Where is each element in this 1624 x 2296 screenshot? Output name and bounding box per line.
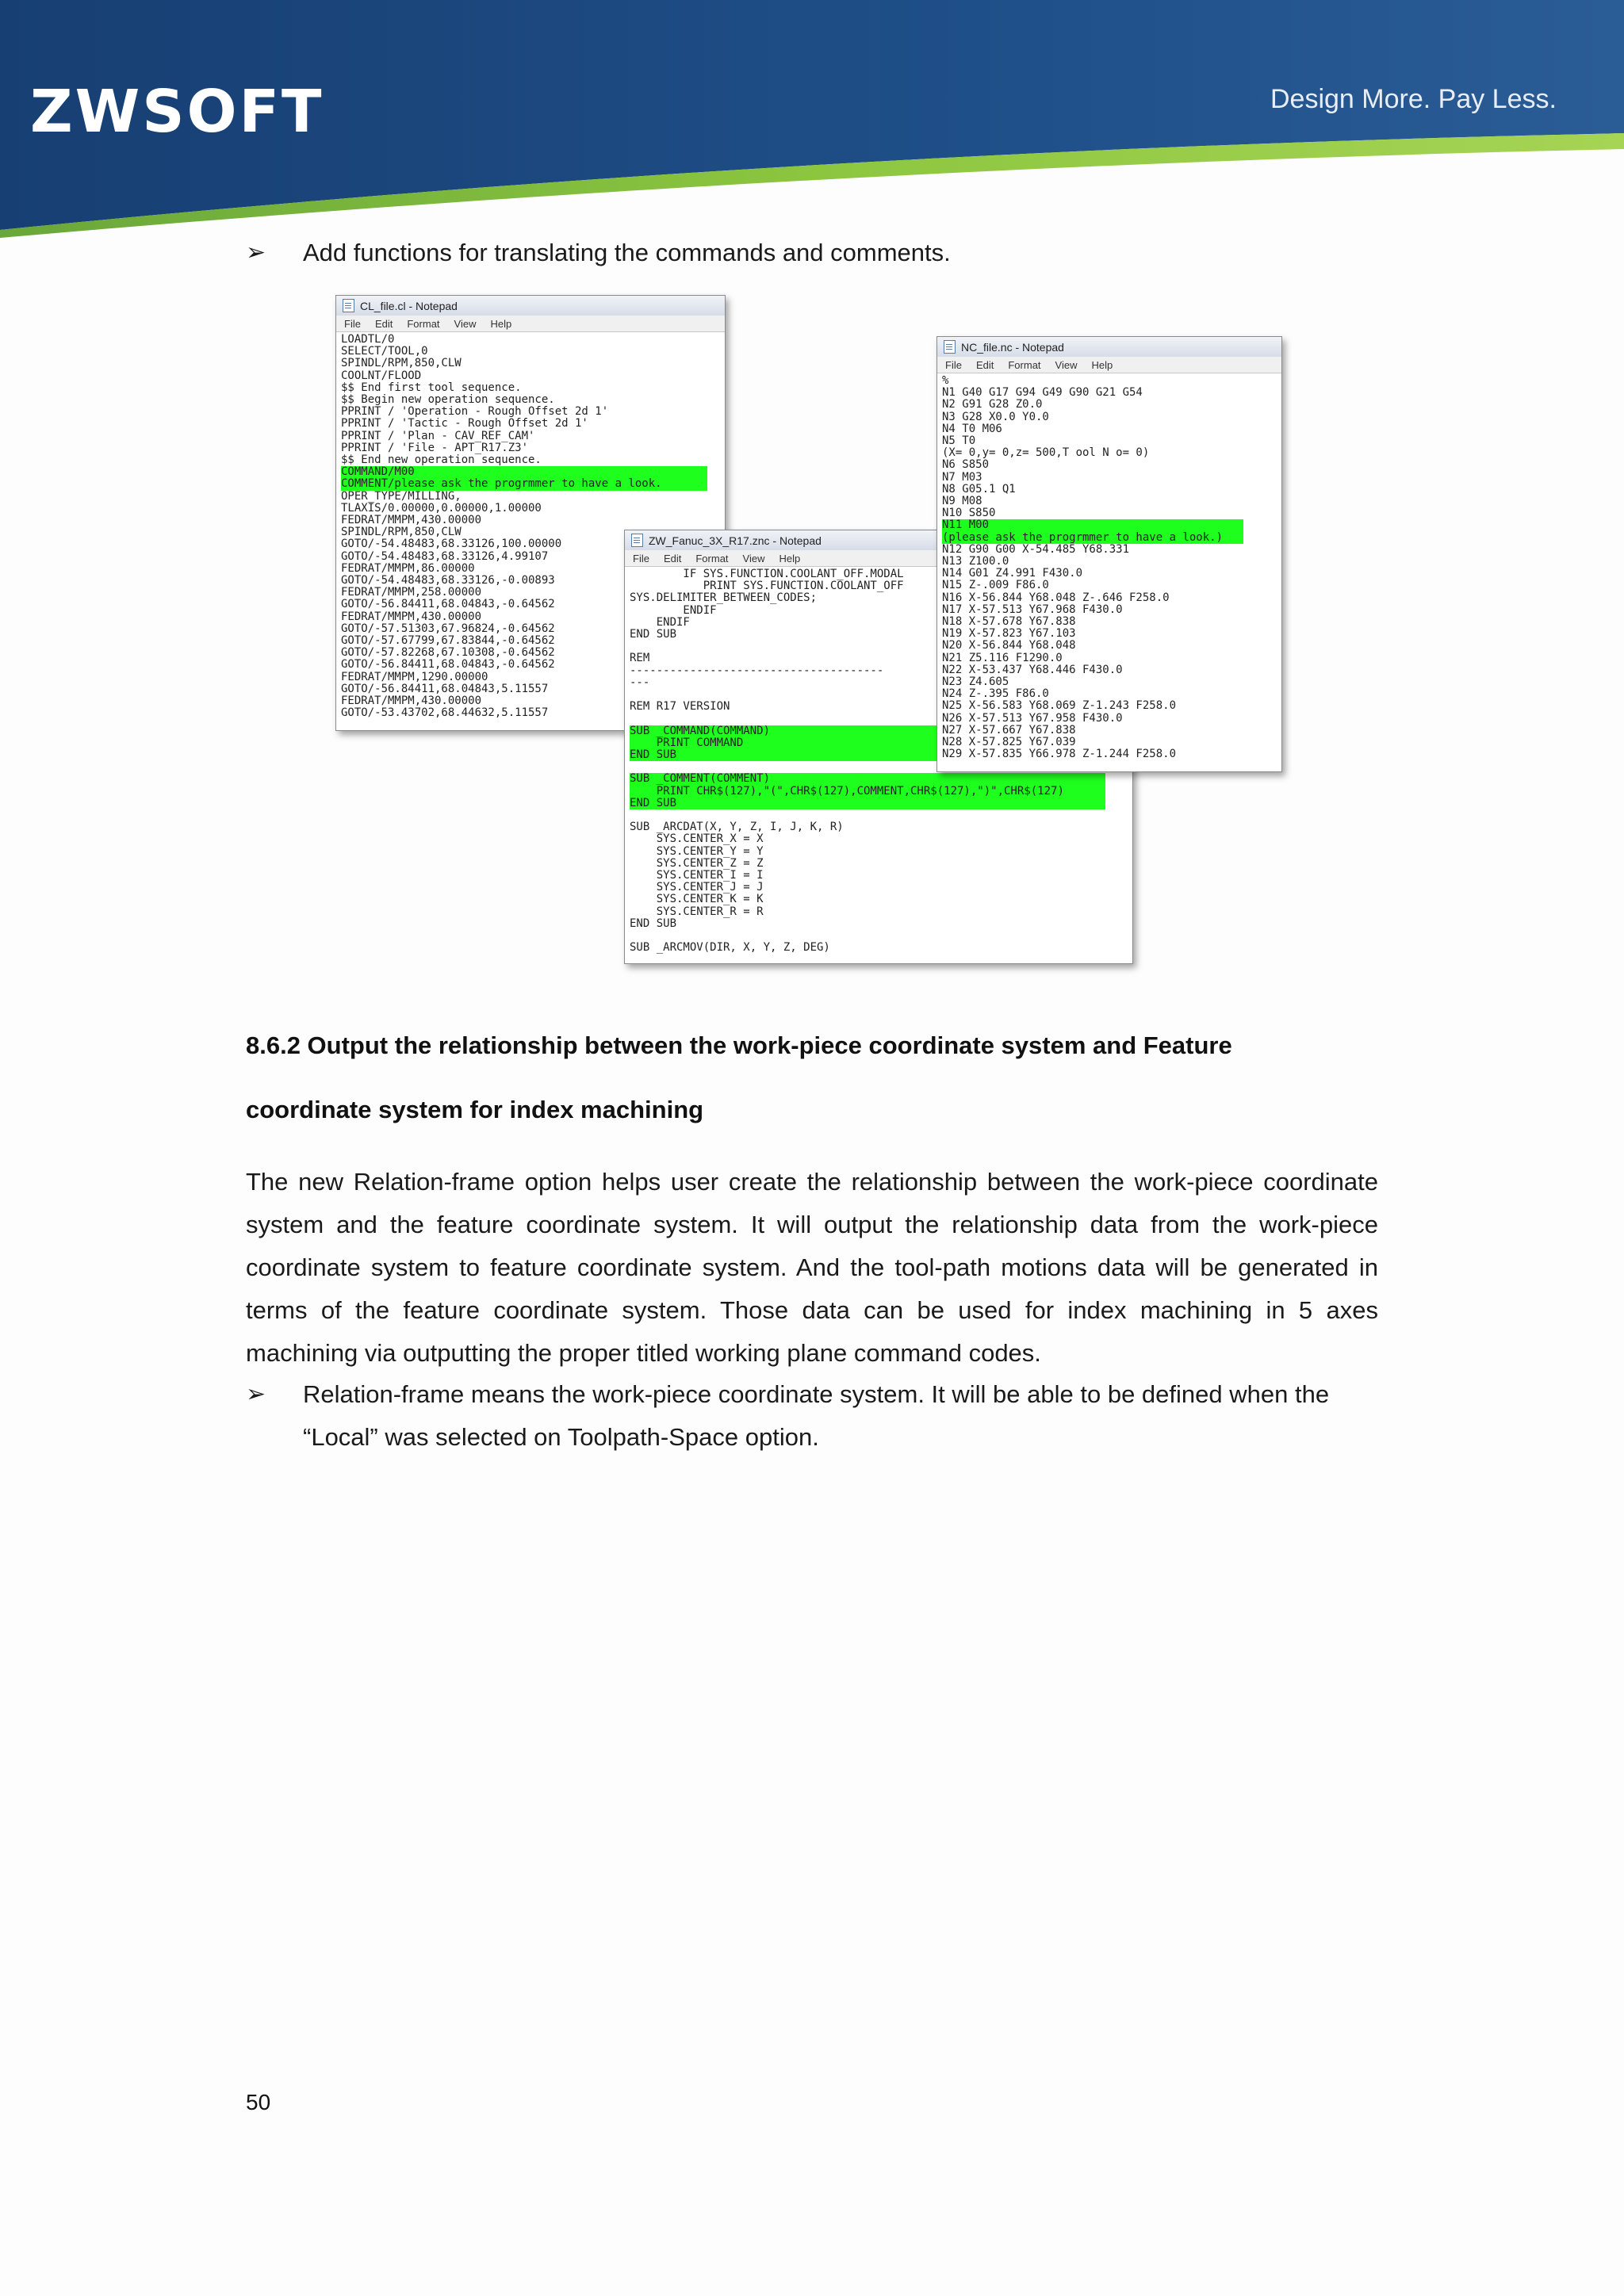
code-line: N12 G90 G00 X-54.485 Y68.331 bbox=[942, 542, 1130, 556]
code-line: SUB _ARCDAT(X, Y, Z, I, J, K, R) bbox=[630, 821, 844, 834]
menu-item-help: Help bbox=[779, 552, 801, 564]
code-line: PRINT CHR$(127),"(",CHR$(127),COMMENT,CHR$(127),")",CHR$(127) bbox=[630, 786, 1105, 798]
code-line: PPRINT / 'Operation - Rough Offset 2d 1' bbox=[341, 405, 609, 419]
code-line: REM R17 VERSION bbox=[630, 700, 730, 714]
code-line: N26 X-57.513 Y67.958 F430.0 bbox=[942, 711, 1123, 725]
code-line: COOLNT/FLOOD bbox=[341, 369, 422, 382]
code-line: SYS.CENTER_Y = Y bbox=[630, 844, 764, 858]
code-line: N25 X-56.583 Y68.069 Z-1.243 F258.0 bbox=[942, 699, 1177, 713]
code-line: FEDRAT/MMPM,430.00000 bbox=[341, 514, 482, 527]
code-line: GOTO/-54.48483,68.33126,100.00000 bbox=[341, 538, 562, 551]
code-line: N24 Z-.395 F86.0 bbox=[942, 687, 1049, 701]
code-line: SYS.DELIMITER_BETWEEN_CODES; bbox=[630, 591, 818, 605]
code-line: PRINT COMMAND bbox=[630, 737, 1105, 749]
code-line: SYS.CENTER_J = J bbox=[630, 881, 764, 894]
zwsoft-logo: ZWSOFT bbox=[30, 78, 324, 146]
menu-item-edit: Edit bbox=[975, 358, 994, 371]
code-line: SUB _COMMENT(COMMENT) bbox=[630, 773, 1105, 785]
code-line: N1 G40 G17 G94 G49 G90 G21 G54 bbox=[942, 386, 1143, 400]
code-line: N14 G01 Z4.991 F430.0 bbox=[942, 567, 1083, 580]
code-line: PPRINT / 'File - APT_R17.Z3' bbox=[341, 441, 529, 454]
code-line: N6 S850 bbox=[942, 458, 990, 472]
code-line: N2 G91 G28 Z0.0 bbox=[942, 398, 1043, 411]
code-line: (please ask the progrmmer to have a look.) bbox=[942, 532, 1243, 544]
section-heading-line-1: 8.6.2 Output the relationship between the work-piece coordinate system and Feature bbox=[246, 1031, 1232, 1059]
code-line: FEDRAT/MMPM,430.00000 bbox=[341, 610, 482, 623]
code-line: REM bbox=[630, 652, 650, 665]
code-line: FEDRAT/MMPM,1290.00000 bbox=[341, 670, 488, 683]
code-line: N18 X-57.678 Y67.838 bbox=[942, 615, 1076, 629]
code-line: SPINDL/RPM,850,CLW bbox=[341, 357, 462, 370]
code-line: N19 X-57.823 Y67.103 bbox=[942, 627, 1076, 641]
code-line: N5 T0 bbox=[942, 434, 976, 448]
code-line: END SUB bbox=[630, 798, 1105, 809]
code-line: $$ Begin new operation sequence. bbox=[341, 393, 555, 407]
code-line: GOTO/-56.84411,68.04843,5.11557 bbox=[341, 682, 549, 695]
code-line: (X= 0,y= 0,z= 500,T ool N o= 0) bbox=[942, 446, 1150, 460]
page-number: 50 bbox=[246, 2090, 271, 2114]
code-line: SYS.CENTER_K = K bbox=[630, 893, 764, 906]
code-line: SUB _COMMAND(COMMAND) bbox=[630, 725, 1105, 737]
code-line: N29 X-57.835 Y66.978 Z-1.244 F258.0 bbox=[942, 748, 1177, 761]
menu-item-view: View bbox=[1055, 358, 1078, 371]
code-line: N22 X-53.437 Y68.446 F430.0 bbox=[942, 663, 1123, 676]
menu-item-format: Format bbox=[407, 317, 440, 330]
code-line: SYS.CENTER_Z = Z bbox=[630, 856, 764, 870]
code-line: SYS.CENTER_R = R bbox=[630, 905, 764, 918]
code-line: N16 X-56.844 Y68.048 Z-.646 F258.0 bbox=[942, 591, 1170, 604]
text-area bbox=[937, 373, 1281, 763]
code-line: SPINDL/RPM,850,CLW bbox=[341, 526, 462, 539]
code-line: N9 M08 bbox=[942, 495, 982, 508]
page-header bbox=[0, 0, 1624, 246]
code-line: FEDRAT/MMPM,86.00000 bbox=[341, 561, 475, 575]
code-line: PRINT SYS.FUNCTION.COOLANT_OFF bbox=[630, 580, 904, 593]
code-line: GOTO/-57.67799,67.83844,-0.64562 bbox=[341, 634, 555, 648]
window-title: NC_file.nc - Notepad bbox=[961, 340, 1064, 354]
code-line: SYS.CENTER_I = I bbox=[630, 869, 764, 882]
code-line: $$ End new operation sequence. bbox=[341, 453, 542, 467]
code-line: -------------------------------------- bbox=[630, 664, 884, 677]
window-titlebar bbox=[937, 337, 1281, 357]
tagline: Design More. Pay Less. bbox=[1270, 84, 1557, 114]
code-line: GOTO/-56.84411,68.04843,-0.64562 bbox=[341, 598, 555, 611]
code-line: N4 T0 M06 bbox=[942, 422, 1002, 435]
code-line bbox=[630, 809, 1128, 821]
code-line: SELECT/TOOL,0 bbox=[341, 345, 428, 358]
code-line: PPRINT / 'Plan - CAV_REF_CAM' bbox=[341, 429, 535, 442]
menu-item-edit: Edit bbox=[663, 552, 682, 564]
code-line: GOTO/-53.43702,68.44632,5.11557 bbox=[341, 706, 549, 720]
bullet-text: Relation-frame means the work-piece coordinate system. It will be able to be defined when the “Local” was selected on Toolpath-Space option. bbox=[303, 1380, 1330, 1451]
code-line: ENDIF bbox=[630, 615, 690, 629]
body-paragraph: The new Relation-frame option helps user create the relationship between the work-piece coordinate system and the feature coordinate system. It will output the relationship data from the work-piece coordinate system to feature coordinate system. And the tool-path motions data will be generated in terms of the feature coordinate system. Those data can be used for index machining in 5 axes machining via outputting the proper titled working plane command codes. bbox=[246, 1168, 1378, 1367]
code-line: N23 Z4.605 bbox=[942, 675, 1009, 689]
menu-item-format: Format bbox=[1008, 358, 1041, 371]
code-line: FEDRAT/MMPM,430.00000 bbox=[341, 695, 482, 708]
arrow-bullet-icon: ➢ bbox=[246, 239, 266, 266]
window-title: ZW_Fanuc_3X_R17.znc - Notepad bbox=[649, 534, 822, 547]
code-line: FEDRAT/MMPM,258.00000 bbox=[341, 586, 482, 599]
window-title: CL_file.cl - Notepad bbox=[360, 299, 458, 312]
menu-item-view: View bbox=[742, 552, 765, 564]
code-line: IF SYS.FUNCTION.COOLANT_OFF.MODAL bbox=[630, 568, 904, 580]
code-line: N17 X-57.513 Y67.968 F430.0 bbox=[942, 603, 1123, 616]
arrow-bullet-icon: ➢ bbox=[246, 1380, 266, 1408]
code-line: COMMAND/M00 bbox=[341, 466, 707, 478]
code-line: N15 Z-.009 F86.0 bbox=[942, 579, 1049, 592]
menu-item-view: View bbox=[454, 317, 477, 330]
section-heading-line-2: coordinate system for index machining bbox=[246, 1096, 704, 1123]
code-line: GOTO/-57.82268,67.10308,-0.64562 bbox=[341, 646, 555, 660]
bullet-text: Add functions for translating the commands and comments. bbox=[303, 239, 951, 266]
code-line: PPRINT / 'Tactic - Rough Offset 2d 1' bbox=[341, 417, 588, 430]
code-line: N28 X-57.825 Y67.039 bbox=[942, 736, 1076, 749]
menu-bar bbox=[336, 316, 725, 332]
code-line: $$ End first tool sequence. bbox=[341, 381, 522, 394]
code-line: % bbox=[942, 374, 949, 387]
code-line: --- bbox=[630, 675, 650, 689]
code-line: N27 X-57.667 Y67.838 bbox=[942, 723, 1076, 737]
menu-item-help: Help bbox=[490, 317, 512, 330]
code-line: END SUB bbox=[630, 916, 677, 930]
menu-item-edit: Edit bbox=[374, 317, 393, 330]
menu-item-format: Format bbox=[695, 552, 729, 564]
code-line: GOTO/-56.84411,68.04843,-0.64562 bbox=[341, 658, 555, 672]
bullet-item-translate bbox=[246, 232, 951, 274]
menu-item-file: File bbox=[945, 358, 962, 371]
menu-item-help: Help bbox=[1091, 358, 1113, 371]
code-line: SYS.CENTER_X = X bbox=[630, 832, 764, 846]
notepad-icon bbox=[343, 299, 354, 312]
code-line bbox=[630, 930, 1128, 942]
code-line: GOTO/-57.51303,67.96824,-0.64562 bbox=[341, 622, 555, 635]
code-line: OPER_TYPE/MILLING, bbox=[341, 489, 462, 503]
code-line: END SUB bbox=[630, 628, 677, 641]
menu-bar bbox=[937, 357, 1281, 373]
code-line: N10 S850 bbox=[942, 507, 996, 520]
code-line: COMMENT/please ask the progrmmer to have a look. bbox=[341, 478, 707, 490]
code-line: N8 G05.1 Q1 bbox=[942, 482, 1016, 496]
window-titlebar bbox=[336, 296, 725, 316]
code-line: N7 M03 bbox=[942, 470, 982, 484]
notepad-icon bbox=[944, 340, 956, 354]
menu-item-file: File bbox=[633, 552, 649, 564]
code-line: SUB _ARCMOV(DIR, X, Y, Z, DEG) bbox=[630, 941, 830, 955]
code-line: N21 Z5.116 F1290.0 bbox=[942, 651, 1063, 664]
code-line: GOTO/-54.48483,68.33126,-0.00893 bbox=[341, 574, 555, 587]
code-line: TLAXIS/0.00000,0.00000,1.00000 bbox=[341, 501, 542, 515]
code-line: N11 M00 bbox=[942, 519, 1243, 531]
code-line: N20 X-56.844 Y68.048 bbox=[942, 639, 1076, 652]
code-line: N13 Z100.0 bbox=[942, 555, 1009, 568]
menu-item-file: File bbox=[344, 317, 361, 330]
code-line: N3 G28 X0.0 Y0.0 bbox=[942, 410, 1049, 423]
notepad-nc-file bbox=[936, 336, 1282, 772]
code-line: GOTO/-54.48483,68.33126,4.99107 bbox=[341, 549, 549, 563]
code-line: ENDIF bbox=[630, 603, 717, 617]
bullet-item-relation-frame bbox=[246, 1373, 1380, 1459]
notepad-icon bbox=[631, 534, 643, 547]
code-line: END SUB bbox=[630, 749, 1105, 761]
code-line: LOADTL/0 bbox=[341, 333, 395, 346]
